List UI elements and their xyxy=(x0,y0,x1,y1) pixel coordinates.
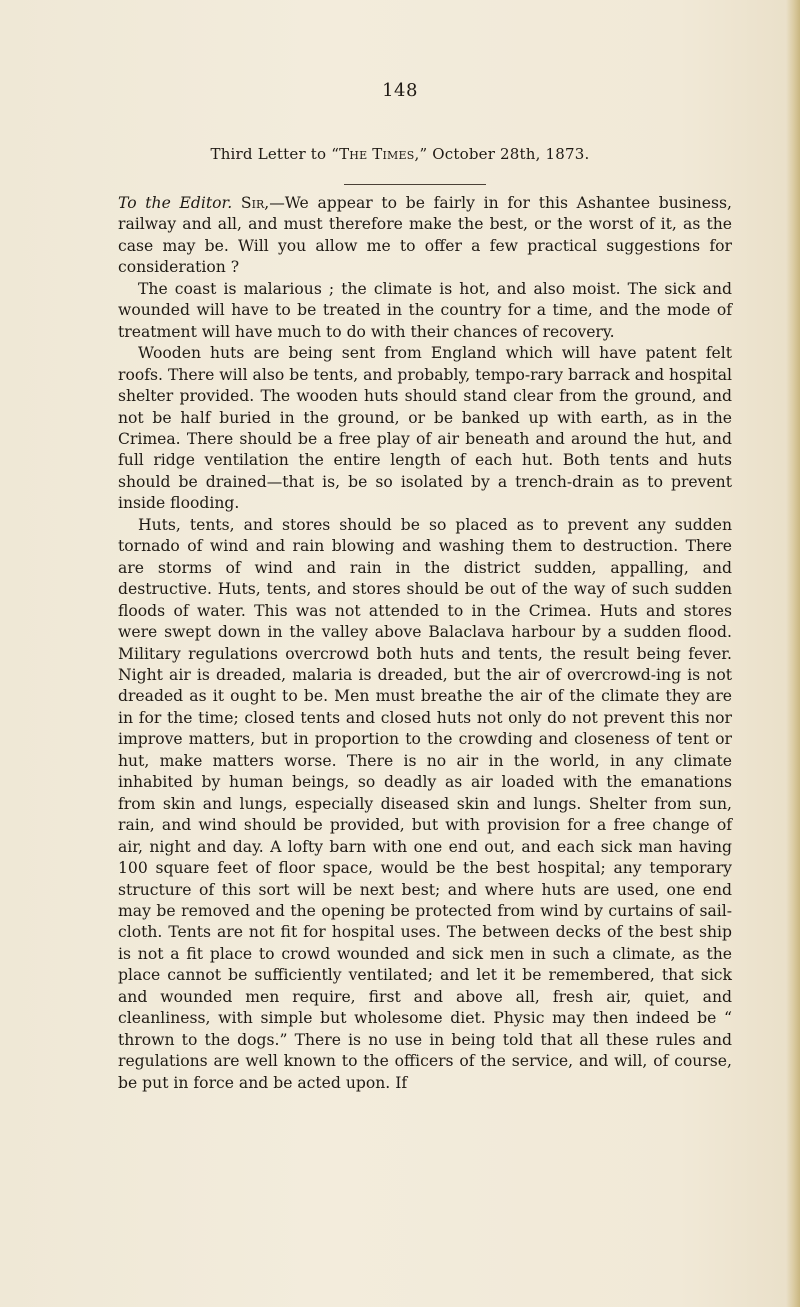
paragraph-huts: Wooden huts are being sent from England which will have patent felt roofs. There will also be tents, and probably, tempo-rary barrack and hospital shelter provided. The wooden huts should stand clear from the ground, and not be half buried in the ground, or be banked up with earth, as in the Crimea. There should be a free play of air beneath and around the hut, and full ridge ventilation the entire length of each hut. Both tents and huts should be drained—that is, be so isolated by a trench-drain as to prevent inside flooding. xyxy=(118,344,732,513)
salutation-sir: Sir, xyxy=(240,194,270,212)
paragraph-climate: The coast is malarious ; the climate is hot, and also moist. The sick and wounded will have to be treated in the country for a time, and the mode of treatment will have much to do with their chances of recovery. xyxy=(118,279,732,341)
paragraph-placement: Huts, tents, and stores should be so placed as to prevent any sudden tornado of wind and rain blowing and washing them to destruction. There are storms of wind and rain in the district sudden, appalling, and destructive. Huts, tents, and stores should be out of the way of such sudden floods of water. This was not attended to in the Crimea. Huts and stores were swept down in the valley above Balaclava harbour by a sudden flood. Military regulations overcrowd both huts and tents, the result being fever. Night air is dreaded, malaria is dreaded, but the air of overcrowd-ing is not dreaded as it ought to be. Men must breathe the air of the climate they are in for the time; closed tents and closed huts not only do not prevent this nor improve matters, but in proportion to the crowding and closeness of tent or hut, make matters worse. There is no air in the world, in any climate inhabited by human beings, so deadly as air loaded with the emanations from skin and lungs, especially diseased skin and lungs. Shelter from sun, rain, and wind should be provided, but with provision for a free change of air, night and day. A lofty barn with one end out, and each sick man having 100 square feet of floor space, would be the best hospital; any temporary structure of this sort will be next best; and where huts are used, one end may be removed and the opening be protected from wind by curtains of sail-cloth. Tents are not fit for hospital uses. The between decks of the best ship is not a fit place to crowd wounded and sick men in such a climate, as the place cannot be sufficiently ventilated; and let it be remembered, that sick and wounded men require, first and above all, fresh air, quiet, and cleanliness, with simple but wholesome diet. Physic may then indeed be “ thrown to the dogs.” There is no use in being told that all these rules and regulations are well known to the officers of the service, and will, of course, be put in force and be acted upon. If xyxy=(118,515,732,1092)
page-edge-shadow xyxy=(786,0,800,1307)
salutation: To the Editor. xyxy=(118,194,233,212)
letter-body xyxy=(118,193,732,1094)
letter-heading xyxy=(0,145,800,163)
paragraph-text: —We appear to be fairly in for this Ashantee business, railway and all, and must therefore make the best, or the worst of it, as the case may be. Will you allow me to offer a few practical suggestions for consideration ? xyxy=(118,194,732,277)
page-number: 148 xyxy=(382,80,418,101)
heading-newspaper: The Times, xyxy=(339,145,420,163)
paragraph-opening xyxy=(118,193,732,279)
heading-prefix: Third Letter to “ xyxy=(210,145,340,163)
heading-rule xyxy=(344,184,486,185)
heading-suffix: ” October 28th, 1873. xyxy=(419,145,590,163)
